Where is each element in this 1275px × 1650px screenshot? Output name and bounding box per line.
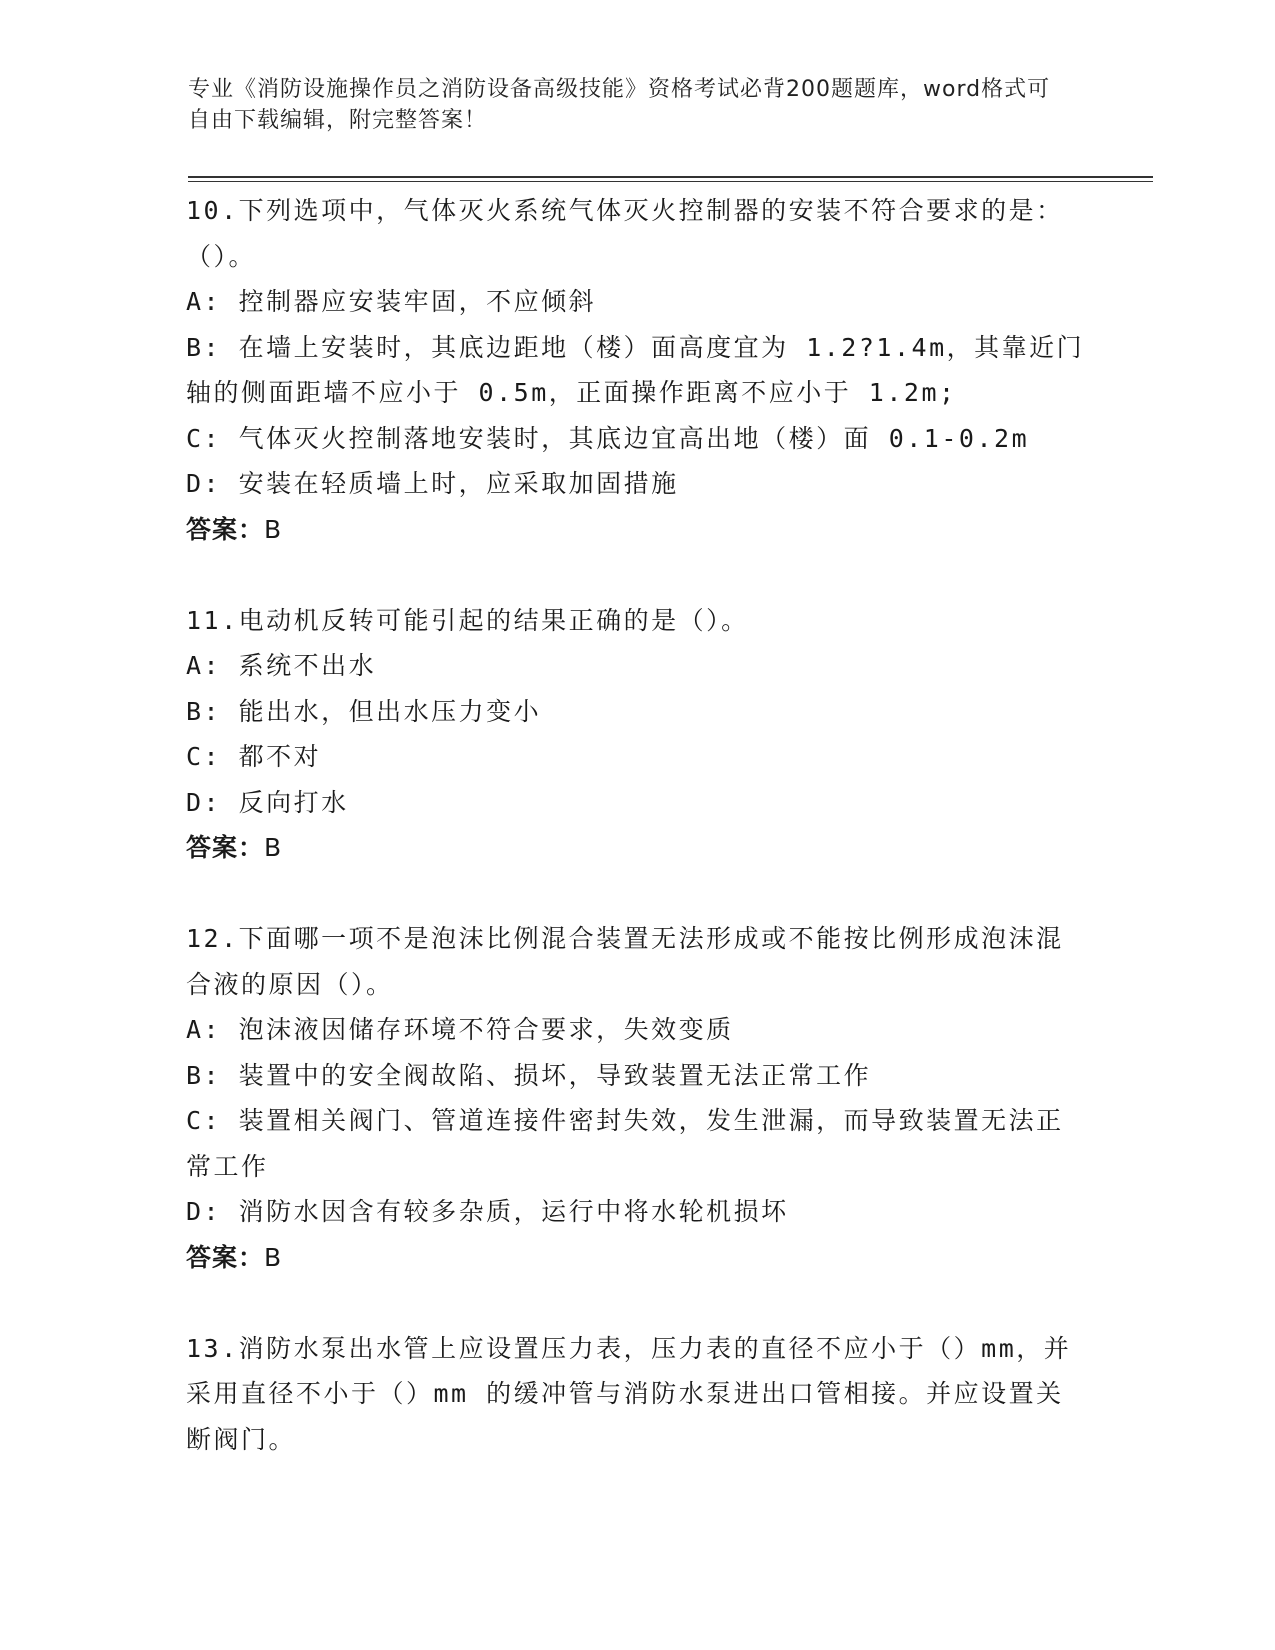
option-b: B: 在墙上安装时，其底边距地（楼）面高度宜为 1.2?1.4m，其靠近门轴的侧面距墙不应小于 0.5m，正面操作距离不应小于 1.2m;: [186, 332, 1085, 407]
question-stem: 13.消防水泵出水管上应设置压力表，压力表的直径不应小于（）mm，并采用直径不小于（）mm 的缓冲管与消防水泵进出口管相接。并应设置关断阀门。: [186, 1333, 1072, 1454]
question-stem: 10.下列选项中，气体灭火系统气体灭火控制器的安装不符合要求的是：（）。: [186, 196, 1064, 271]
header-divider-thin: [188, 181, 1153, 182]
question-list: [186, 188, 1086, 1462]
question-10: [186, 188, 1086, 552]
option-d: D: 反向打水: [186, 787, 349, 817]
answer-value: B: [264, 833, 283, 862]
option-a: A: 泡沫液因储存环境不符合要求，失效变质: [186, 1015, 734, 1044]
option-a: A: 系统不出水: [186, 651, 377, 680]
answer-value: B: [264, 1242, 283, 1272]
header-divider-thick: [188, 176, 1153, 178]
answer-line: [186, 825, 1086, 871]
answer-label: 答案：: [186, 1242, 265, 1272]
answer-label: 答案：: [186, 833, 265, 862]
document-header: 专业《消防设施操作员之消防设备高级技能》资格考试必背200题题库，word格式可自由下载编辑，附完整答案！: [188, 77, 1051, 133]
question-11: [186, 598, 1086, 871]
option-b: B: 能出水，但出水压力变小: [186, 696, 542, 726]
option-c: C: 装置相关阀门、管道连接件密封失效，发生泄漏，而导致装置无法正常工作: [186, 1106, 1064, 1181]
answer-label: 答案：: [186, 514, 265, 544]
question-13: [186, 1326, 1086, 1463]
question-stem: 11.电动机反转可能引起的结果正确的是（）。: [186, 605, 749, 635]
option-c: C: 都不对: [186, 742, 322, 771]
option-c: C: 气体灭火控制落地安装时，其底边宜高出地（楼）面 0.1-0.2m: [186, 423, 1030, 453]
question-12: [186, 916, 1086, 1280]
answer-line: [186, 507, 1086, 553]
option-d: D: 安装在轻质墙上时，应采取加固措施: [186, 469, 679, 498]
option-d: D: 消防水因含有较多杂质，运行中将水轮机损坏: [186, 1197, 789, 1226]
option-b: B: 装置中的安全阀故陷、损坏，导致装置无法正常工作: [186, 1060, 872, 1090]
answer-value: B: [264, 514, 283, 544]
option-a: A: 控制器应安装牢固，不应倾斜: [186, 287, 597, 316]
question-stem: 12.下面哪一项不是泡沫比例混合装置无法形成或不能按比例形成泡沫混合液的原因（）。: [186, 924, 1064, 999]
answer-line: [186, 1235, 1086, 1281]
